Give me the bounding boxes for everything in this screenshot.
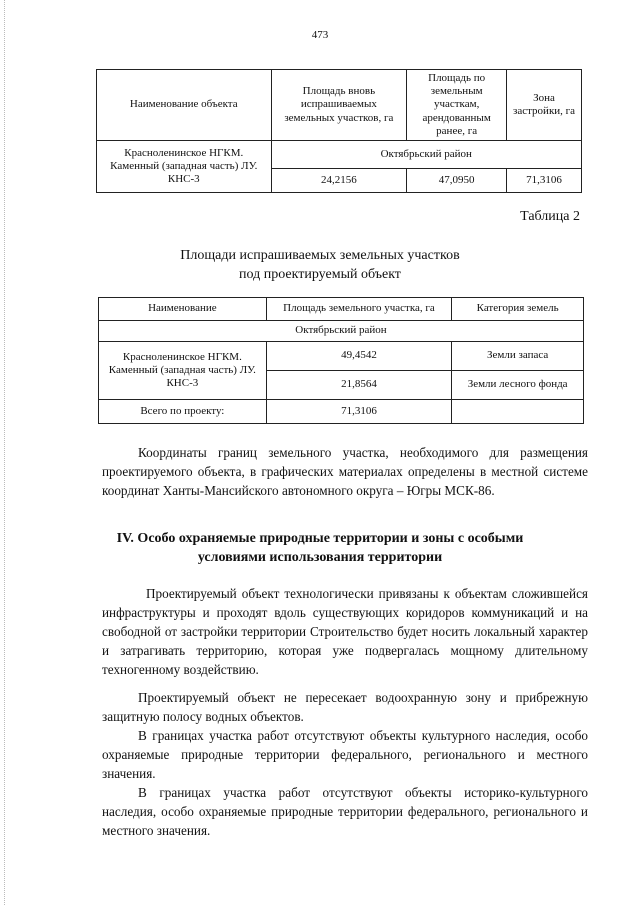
leased-area-value: 47,0950 — [407, 168, 507, 192]
build-zone-value: 71,3106 — [507, 168, 582, 192]
requested-land-table — [98, 297, 584, 424]
header-new-area: Площадь вновь испрашиваемых земельных участков, га — [271, 70, 407, 141]
area-value: 21,8564 — [266, 371, 452, 400]
header-area: Площадь земельного участка, га — [266, 298, 452, 321]
header-build-zone: Зона застройки, га — [507, 70, 582, 141]
header-leased-area: Площадь по земельным участкам, арендованным ранее, га — [407, 70, 507, 141]
section-heading-line-1: IV. Особо охраняемые природные территории и зоны с особыми — [116, 531, 524, 546]
table-header-row — [97, 70, 582, 141]
district-cell: Октябрьский район — [99, 321, 584, 342]
category-value: Земли запаса — [452, 342, 584, 371]
district-cell: Октябрьский район — [271, 140, 581, 168]
total-category — [452, 400, 584, 424]
object-name-cell: Красноленинское НГКМ. Каменный (западная часть) ЛУ. КНС-3 — [99, 342, 267, 400]
paragraph-cultural-heritage: В границах участка работ отсутствуют объекты культурного наследия, особо охраняемые природные территории федерального, регионального и местного значения. — [102, 728, 588, 781]
section-heading-line-2: условиями использования территории — [197, 550, 443, 565]
paragraph-historical-heritage: В границах участка работ отсутствуют объекты историко-культурного наследия, особо охраняемые природные территории федерального, регионального и местного значения. — [102, 785, 588, 838]
table-row — [99, 342, 584, 371]
object-name-cell: Красноленинское НГКМ. Каменный (западная часть) ЛУ. КНС-3 — [97, 140, 272, 192]
total-area: 71,3106 — [266, 400, 452, 424]
coordinates-paragraph: Координаты границ земельного участка, необходимого для размещения проектируемого объекта, в графических материалах определены в местной системе координат Ханты-Мансийского автономного округа – Югры МСК-86. — [102, 445, 588, 498]
category-value: Земли лесного фонда — [452, 371, 584, 400]
table-row — [97, 140, 582, 168]
paragraph-water-zone: Проектируемый объект не пересекает водоохранную зону и прибрежную защитную полосу водных объектов. — [102, 690, 588, 724]
page-left-edge — [4, 0, 6, 905]
table-header-row — [99, 298, 584, 321]
new-area-value: 24,2156 — [271, 168, 407, 192]
header-name: Наименование — [99, 298, 267, 321]
land-area-table-continued — [96, 69, 582, 193]
table-title-line-1: Площади испрашиваемых земельных участков — [180, 248, 460, 263]
table-label: Таблица 2 — [520, 209, 580, 224]
table-row — [99, 321, 584, 342]
table-title-line-2: под проектируемый объект — [239, 267, 401, 282]
area-value: 49,4542 — [266, 342, 452, 371]
table-total-row — [99, 400, 584, 424]
total-label: Всего по проекту: — [99, 400, 267, 424]
paragraph-infrastructure: Проектируемый объект технологически привязаны к объектам сложившейся инфраструктуры и проходят вдоль существующих коридоров коммуникаций и на свободной от застройки территории Строительство будет носить локальный характер и затрагивать территорию, которая уже подвергалась мощному длительному техногенному воздействию. — [102, 586, 588, 677]
page-number: 473 — [311, 29, 329, 41]
header-object-name: Наименование объекта — [97, 70, 272, 141]
header-category: Категория земель — [452, 298, 584, 321]
